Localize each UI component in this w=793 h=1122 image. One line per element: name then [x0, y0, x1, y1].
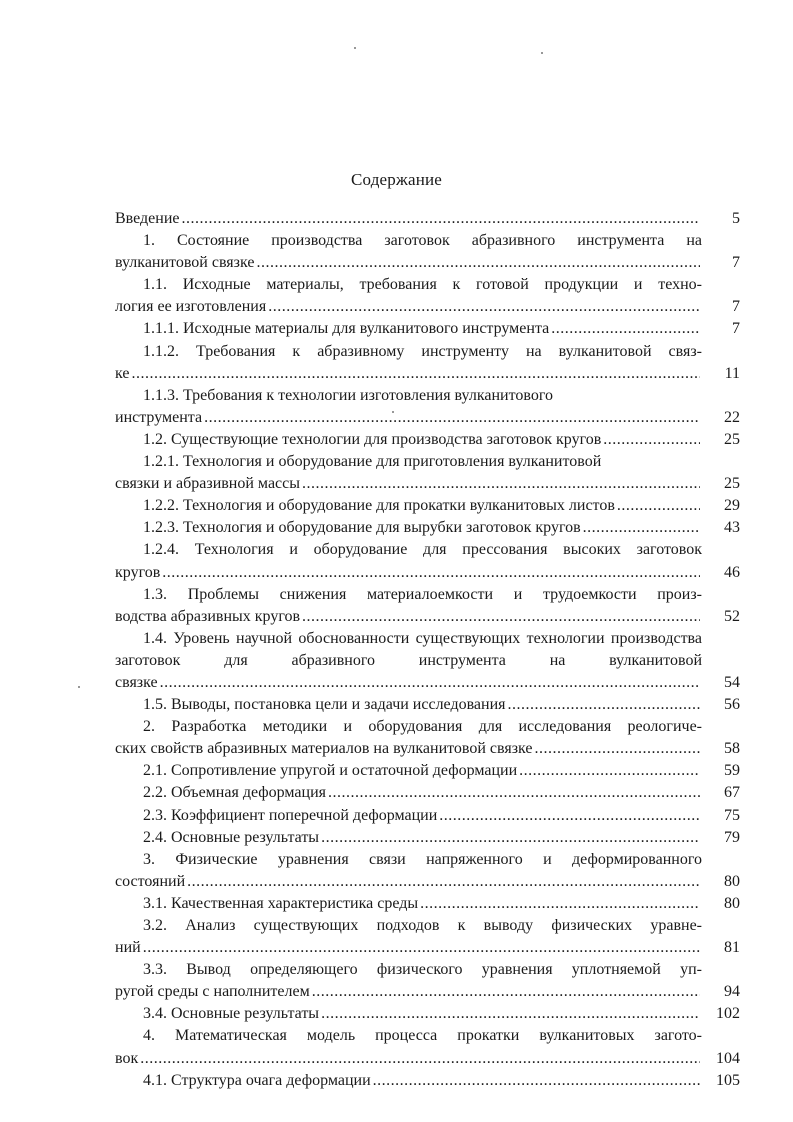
- toc-page-number: 102: [716, 1005, 740, 1023]
- toc-page-number: 52: [724, 607, 740, 625]
- dot-leader: [256, 252, 700, 274]
- toc-entry-text-cont: связке: [115, 673, 158, 691]
- dot-leader: [617, 495, 700, 517]
- toc-entry-text: 2. Разработка методики и оборудования для исследования реологиче-: [143, 718, 702, 736]
- toc-entry-text-cont: ке: [115, 364, 130, 382]
- toc-entry-text-cont: водства абразивных кругов: [115, 607, 301, 625]
- toc-page-number: 79: [724, 828, 740, 846]
- toc-entry-text: 1. Состояние производства заготовок абразивного инструмента на: [143, 232, 702, 250]
- toc-entry: [115, 760, 740, 782]
- dot-leader: [551, 318, 700, 340]
- toc-entry: [115, 915, 740, 959]
- toc-entry: [115, 385, 740, 429]
- toc-entry: [115, 1070, 740, 1092]
- toc-entry-text: 3.2. Анализ существующих подходов к выводу физических уравне-: [143, 917, 702, 934]
- toc-entry-text: 1.1.3. Требования к технологии изготовления вулканитового: [143, 386, 553, 404]
- dot-leader: [302, 473, 700, 495]
- dot-leader: [162, 562, 700, 584]
- toc-page-number: 105: [716, 1071, 740, 1089]
- toc-page-number: 25: [724, 475, 740, 493]
- toc-page-number: 104: [716, 1049, 740, 1067]
- dot-leader: [519, 760, 700, 782]
- dot-leader: [160, 672, 700, 694]
- toc-entry-text-cont: логия ее изготовления: [115, 298, 267, 316]
- toc-entry: [115, 716, 740, 760]
- dot-leader: [535, 738, 700, 760]
- toc-entry: [115, 341, 740, 385]
- toc-entry-text-cont: вулканитовой связке: [115, 254, 255, 272]
- toc-entry: [115, 827, 740, 849]
- toc-entry-text: 4.1. Структура очага деформации: [143, 1071, 371, 1089]
- dot-leader: [373, 1070, 700, 1092]
- toc-entry-text: 1.2.1. Технология и оборудование для приготовления вулканитовой: [143, 453, 602, 471]
- toc-page-number: 29: [724, 497, 740, 515]
- toc-entry-text-cont: состояний: [115, 872, 186, 890]
- dot-leader: [131, 363, 700, 385]
- dot-leader: [603, 429, 700, 451]
- toc-page-number: 94: [724, 983, 740, 1001]
- toc-entry-text: 2.1. Сопротивление упругой и остаточной деформации: [143, 762, 518, 780]
- toc-page-number: 59: [724, 762, 740, 780]
- toc-entry-text: Введение: [115, 210, 180, 227]
- toc-entry-text: 3.3. Вывод определяющего физического уравнения уплотняемой уп-: [143, 961, 702, 979]
- toc-page-number: 80: [724, 894, 740, 912]
- toc-page-number: 54: [724, 673, 740, 691]
- dot-leader: [182, 208, 701, 230]
- toc-entry-text: 1.1. Исходные материалы, требования к готовой продукции и техно-: [143, 276, 702, 294]
- dot-leader: [143, 937, 700, 959]
- toc-entry-text: 4. Математическая модель процесса прокатки вулканитовых загото-: [143, 1027, 702, 1045]
- toc-entry-text: 1.1.1. Исходные материалы для вулканитового инструмента: [143, 320, 550, 338]
- page-title: Содержание: [350, 170, 443, 189]
- toc-entry-text: 2.4. Основные результаты: [143, 828, 320, 846]
- toc-entry-text: 1.2.4. Технология и оборудование для прессования высоких заготовок: [143, 541, 702, 559]
- toc-entry: [115, 451, 740, 495]
- dot-leader: [321, 827, 700, 849]
- toc-entry-text-cont: ругой среды с наполнителем: [115, 983, 310, 1001]
- toc-entry-text: 1.3. Проблемы снижения материалоемкости и трудоемкости произ-: [143, 585, 702, 603]
- dot-leader: [420, 893, 700, 915]
- toc-page-number: 56: [724, 696, 740, 714]
- toc-page-number: 75: [724, 806, 740, 824]
- toc-entry-text: 2.2. Объемная деформация: [143, 784, 326, 802]
- toc-entry: [115, 429, 740, 451]
- toc-entry-text-cont: связки и абразивной массы: [115, 475, 300, 493]
- toc-entry: [115, 318, 740, 340]
- toc-entry: [115, 1003, 740, 1025]
- toc-entry-text: 1.4. Уровень научной обоснованности существующих технологии производства заготовок для абразивного инструмента на вулканитовой: [115, 629, 702, 669]
- dot-leader: [268, 296, 700, 318]
- toc-entry-text: 1.2.3. Технология и оборудование для вырубки заготовок кругов: [143, 519, 581, 537]
- toc-entry-text: 1.2. Существующие технологии для производства заготовок кругов: [143, 430, 602, 448]
- toc-entry-text: 2.3. Коэффициент поперечной деформации: [143, 806, 438, 824]
- toc-entry: [115, 893, 740, 915]
- toc-entry-text: 3.1. Качественная характеристика среды: [143, 894, 419, 912]
- toc-page-number: 58: [724, 740, 740, 758]
- toc-entry-text: 3. Физические уравнения связи напряженного и деформированного: [143, 850, 702, 868]
- toc-entry: [115, 959, 740, 1003]
- toc-entry-text-cont: инструмента: [115, 408, 203, 426]
- toc-entry: [115, 584, 740, 628]
- toc-entry-text: 1.5. Выводы, постановка цели и задачи исследования: [143, 696, 506, 714]
- toc-entry: [115, 628, 740, 694]
- dot-leader: [302, 606, 700, 628]
- toc-page-number: 22: [724, 408, 740, 426]
- toc-entry: [115, 539, 740, 583]
- toc-entry-text: 1.1.2. Требования к абразивному инструменту на вулканитовой связ-: [143, 342, 702, 360]
- toc-entry: [115, 805, 740, 827]
- toc-entry: [115, 849, 740, 893]
- toc-page-number: 67: [724, 784, 740, 802]
- dot-leader: [312, 981, 700, 1003]
- toc-entry: [115, 495, 740, 517]
- toc-page-number: 7: [732, 254, 740, 272]
- dot-leader: [439, 805, 700, 827]
- toc-page-number: 7: [732, 320, 740, 338]
- toc-entry: [115, 230, 740, 274]
- dot-leader: [140, 1048, 700, 1070]
- toc-page-number: 11: [724, 364, 740, 382]
- scan-speck: [392, 411, 394, 413]
- scan-speck: [541, 52, 543, 54]
- toc-entry: [115, 782, 740, 804]
- dot-leader: [321, 1003, 700, 1025]
- dot-leader: [187, 871, 700, 893]
- toc-page-number: 5: [732, 210, 740, 227]
- toc-entry: [115, 694, 740, 716]
- toc-entry: [115, 1025, 740, 1069]
- toc-entry-text: 1.2.2. Технология и оборудование для прокатки вулканитовых листов: [143, 497, 615, 515]
- toc-page-number: 25: [724, 430, 740, 448]
- toc-entry: [115, 274, 740, 318]
- toc-entry: [115, 517, 740, 539]
- toc-page-number: 43: [724, 519, 740, 537]
- toc-entry-text: 3.4. Основные результаты: [143, 1005, 320, 1023]
- toc-page-number: 7: [732, 298, 740, 316]
- toc-entry-text-cont: кругов: [115, 563, 161, 581]
- table-of-contents: [115, 208, 740, 1092]
- toc-entry-text-cont: вок: [115, 1049, 139, 1067]
- toc-page-number: 46: [724, 563, 740, 581]
- dot-leader: [328, 782, 700, 804]
- scan-speck: [354, 47, 356, 49]
- toc-entry: [115, 208, 740, 230]
- scan-speck: [78, 686, 80, 688]
- dot-leader: [508, 694, 700, 716]
- toc-entry-text-cont: ских свойств абразивных материалов на вулканитовой связке: [115, 740, 533, 758]
- toc-page-number: 81: [724, 939, 740, 957]
- dot-leader: [583, 517, 700, 539]
- dot-leader: [204, 407, 700, 429]
- toc-page-number: 80: [724, 872, 740, 890]
- toc-entry-text-cont: ний: [115, 939, 141, 957]
